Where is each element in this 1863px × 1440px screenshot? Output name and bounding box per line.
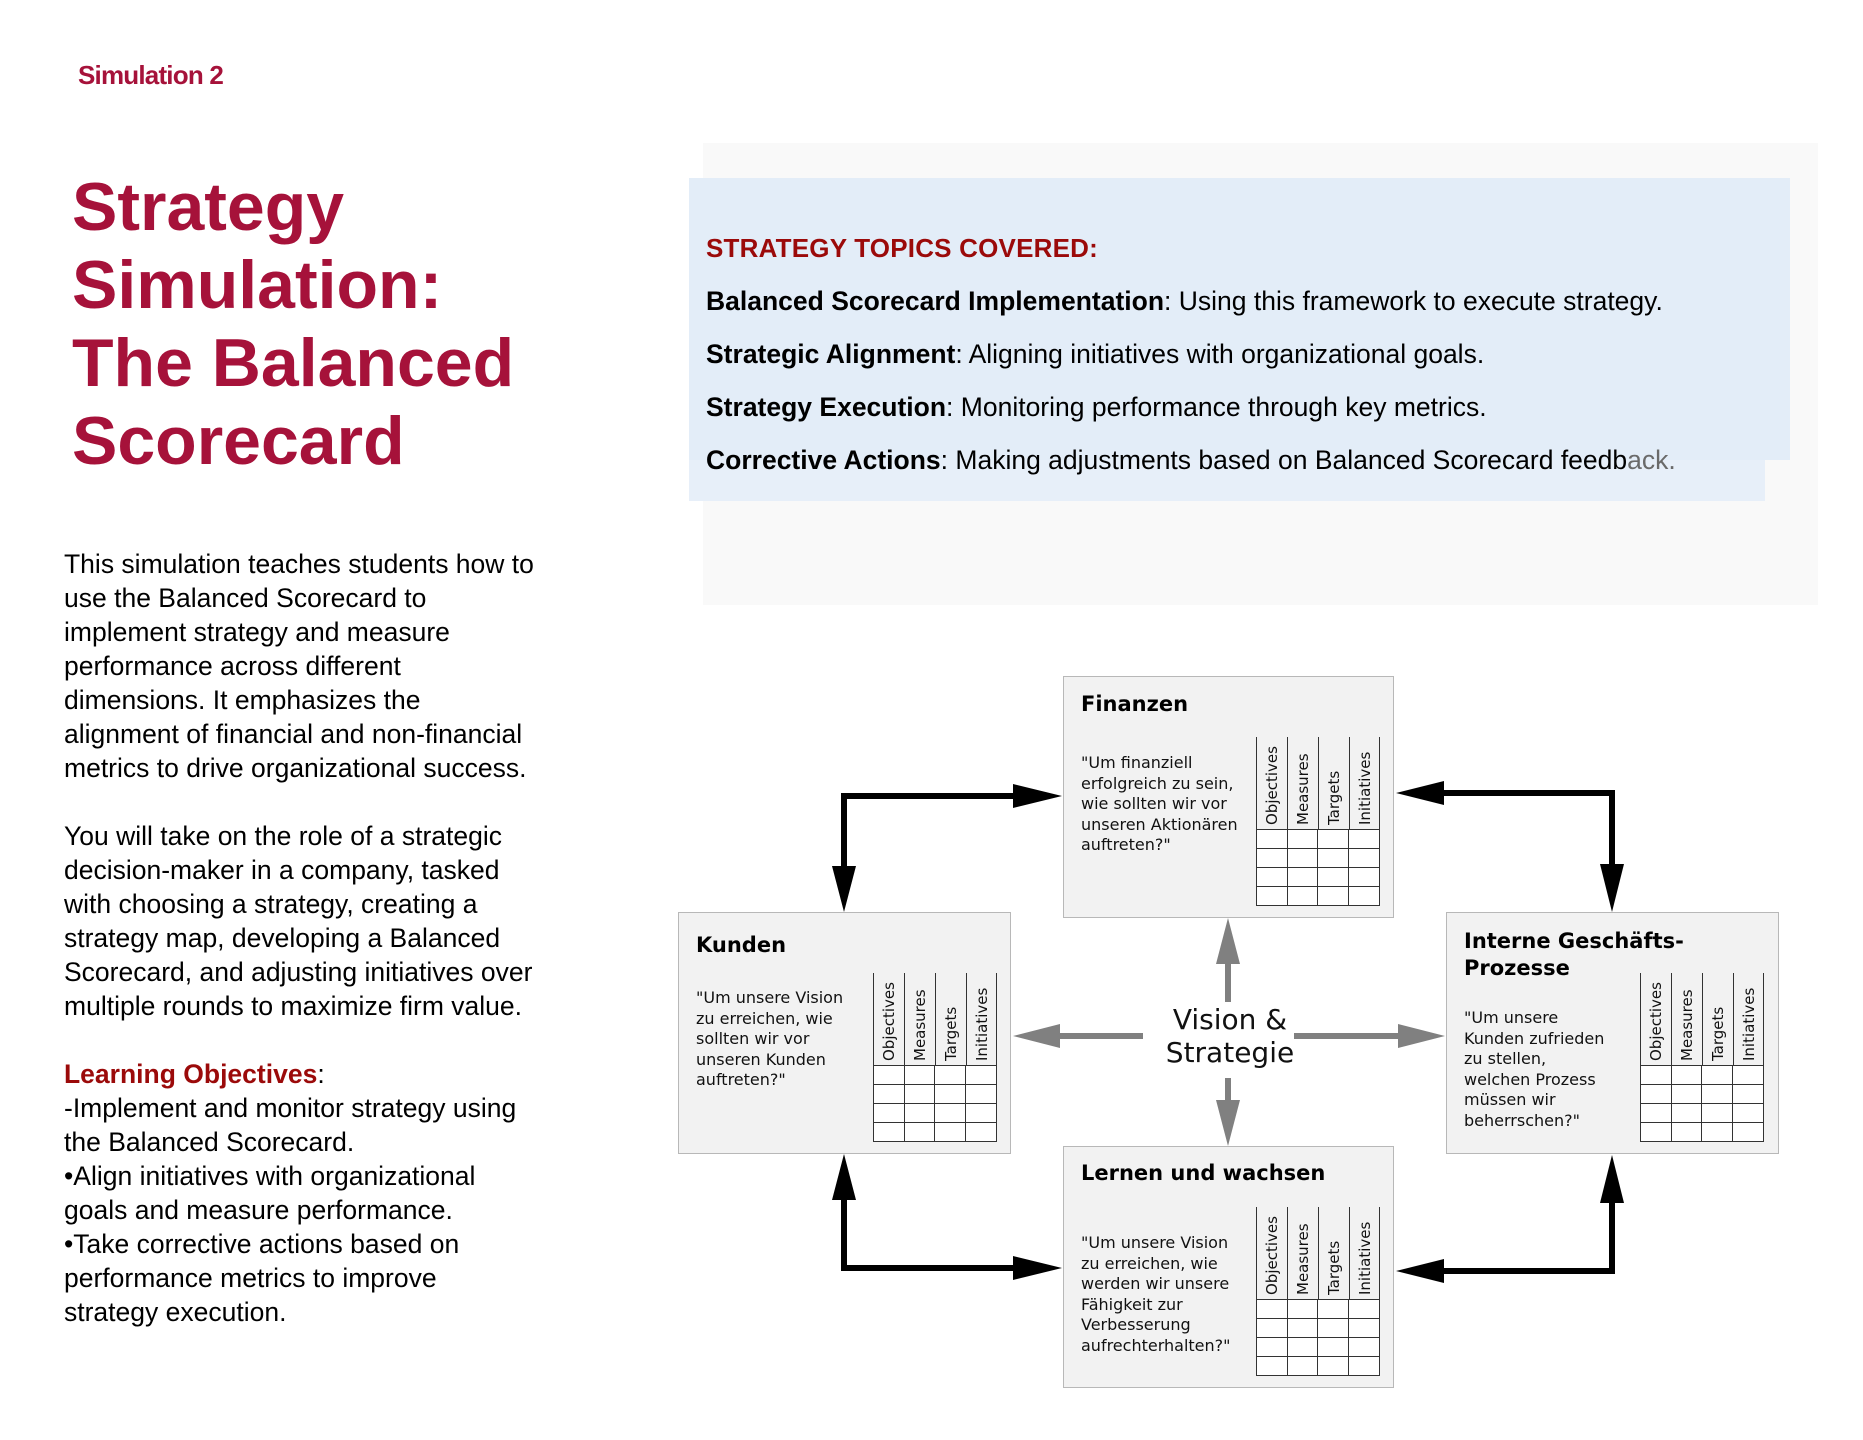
text-line: use the Balanced Scorecard to [64, 583, 427, 613]
scorecard-column-header [1256, 737, 1287, 829]
scorecard-column-header [1318, 1207, 1349, 1299]
arrowhead-down-icon [832, 866, 856, 912]
scorecard-cell [1672, 1085, 1703, 1103]
scorecard-cell [1672, 1066, 1703, 1084]
scorecard-row [874, 1104, 996, 1123]
scorecard-column-header [1733, 973, 1764, 1065]
scorecard-cell [935, 1066, 966, 1084]
text-line: strategy map, developing a Balanced [64, 923, 501, 953]
scorecard-body [1256, 1299, 1380, 1376]
scorecard-row [1641, 1085, 1763, 1104]
quote-line: wie sollten wir vor [1081, 794, 1227, 813]
arrow-up-icon [1216, 918, 1240, 964]
scorecard-cell [966, 1123, 996, 1141]
quote-line: "Um finanziell [1081, 753, 1193, 772]
scorecard-cell [1257, 868, 1288, 886]
quote-line: "Um unsere Vision [696, 988, 844, 1007]
topic-item [706, 392, 1806, 422]
column-label: Objectives [1263, 746, 1281, 825]
column-label: Measures [1678, 989, 1696, 1061]
scorecard-cell [1349, 1338, 1379, 1356]
scorecard-column-header [935, 973, 966, 1065]
scorecard-table [1256, 1207, 1380, 1376]
text-line: performance across different [64, 651, 401, 681]
scorecard-cell [1702, 1066, 1733, 1084]
perspective-question [696, 988, 843, 1091]
scorecard-cell [1733, 1085, 1763, 1103]
perspective-title [1081, 691, 1188, 718]
column-label: Initiatives [1355, 1221, 1374, 1295]
scorecard-row [1257, 1338, 1379, 1357]
vision-strategy-label [1140, 1003, 1320, 1069]
scorecard-cell [966, 1104, 996, 1122]
scorecard-cell [1288, 1300, 1319, 1318]
role-paragraph [64, 819, 584, 1023]
title-line: Lernen und wachsen [1081, 1161, 1326, 1185]
scorecard-cell [1288, 830, 1319, 848]
text-line: This simulation teaches students how to [64, 549, 534, 579]
scorecard-cell [1318, 1357, 1349, 1375]
scorecard-row [1257, 887, 1379, 906]
perspective-question [1081, 1233, 1231, 1356]
text-line: You will take on the role of a strategic [64, 821, 503, 851]
topic-description: : Using this framework to execute strategy. [1164, 286, 1663, 316]
arrow-down-icon [1216, 1100, 1240, 1146]
perspective-title [696, 932, 786, 959]
scorecard-header [1256, 1207, 1380, 1299]
title-line: Strategy [72, 169, 345, 245]
arrowhead-left-icon [1396, 781, 1444, 805]
objective-line: •Align initiatives with organizational [64, 1161, 476, 1191]
quote-line: "Um unsere Vision [1081, 1233, 1229, 1252]
scorecard-column-header [873, 973, 904, 1065]
quote-line: sollten wir vor [696, 1029, 810, 1048]
scorecard-cell [1641, 1066, 1672, 1084]
perspective-question [1081, 753, 1238, 856]
quote-line: zu erreichen, wie [696, 1008, 833, 1028]
column-label: Measures [1294, 1223, 1312, 1295]
scorecard-cell [874, 1066, 905, 1084]
column-label: Targets [1325, 770, 1343, 825]
quote-line: beherrschen?" [1464, 1110, 1580, 1130]
scorecard-cell [1257, 830, 1288, 848]
objectives-heading-colon: : [317, 1059, 325, 1089]
topic-term: Strategy Execution [706, 392, 947, 422]
scorecard-cell [1349, 1300, 1379, 1318]
column-label: Initiatives [1355, 751, 1374, 825]
text-line: dimensions. It emphasizes the [64, 685, 421, 715]
title-line: The Balanced [72, 325, 515, 401]
quote-line: Fähigkeit zur [1081, 1294, 1183, 1314]
text-line: multiple rounds to maximize firm value. [64, 991, 523, 1021]
scorecard-row [1257, 849, 1379, 868]
scorecard-cell [1733, 1104, 1763, 1122]
vision-label-line: Vision & [1172, 1003, 1288, 1036]
topic-item [706, 286, 1806, 316]
arrowhead-up-icon [832, 1154, 856, 1200]
scorecard-header [1256, 737, 1380, 829]
scorecard-header [873, 973, 997, 1065]
scorecard-cell [1349, 849, 1379, 867]
scorecard-row [874, 1066, 996, 1085]
quote-line: zu erreichen, wie [1081, 1253, 1218, 1273]
scorecard-cell [1672, 1123, 1703, 1141]
scorecard-cell [1349, 1319, 1379, 1337]
scorecard-column-header [1349, 1207, 1380, 1299]
scorecard-cell [935, 1104, 966, 1122]
scorecard-cell [1288, 887, 1319, 905]
arrow-right-icon [1398, 1024, 1445, 1048]
scorecard-cell [935, 1085, 966, 1103]
scorecard-cell [1318, 830, 1349, 848]
column-label: Targets [942, 1006, 960, 1061]
scorecard-column-header [904, 973, 935, 1065]
scorecard-row [1257, 868, 1379, 887]
objective-line: goals and measure performance. [64, 1195, 453, 1225]
column-label: Measures [911, 989, 929, 1061]
objective-line: performance metrics to improve [64, 1263, 437, 1293]
quote-line: welchen Prozess [1464, 1069, 1596, 1089]
scorecard-row [1641, 1066, 1763, 1085]
quote-line: aufrechterhalten?" [1081, 1335, 1231, 1355]
scorecard-cell [1288, 1338, 1319, 1356]
scorecard-cell [1641, 1085, 1672, 1103]
text-line: alignment of financial and non-financial [64, 719, 523, 749]
scorecard-cell [1349, 830, 1379, 848]
text-line: with choosing a strategy, creating a [64, 889, 478, 919]
scorecard-cell [1672, 1104, 1703, 1122]
scorecard-row [1257, 830, 1379, 849]
perspective-question [1464, 1008, 1604, 1131]
quote-line: unseren Aktionären [1081, 814, 1238, 834]
scorecard-cell [905, 1085, 936, 1103]
objective-line: the Balanced Scorecard. [64, 1127, 355, 1157]
column-label: Measures [1294, 753, 1312, 825]
scorecard-cell [874, 1104, 905, 1122]
scorecard-cell [1257, 849, 1288, 867]
scorecard-cell [1318, 1319, 1349, 1337]
column-label: Initiatives [1739, 987, 1758, 1061]
connector-finanzen-intern [1418, 793, 1612, 890]
scorecard-cell [1257, 1357, 1288, 1375]
perspective-lernen-wachsen [1063, 1146, 1394, 1388]
topic-description: : Monitoring performance through key metrics. [946, 392, 1487, 422]
intro-paragraph [64, 547, 584, 785]
text-line: decision-maker in a company, tasked [64, 855, 500, 885]
quote-line: auftreten?" [696, 1070, 786, 1089]
quote-line: werden wir unsere [1081, 1274, 1230, 1293]
scorecard-cell [1318, 849, 1349, 867]
objectives-heading: Learning Objectives [64, 1059, 318, 1089]
scorecard-cell [905, 1123, 936, 1141]
scorecard-row [1257, 1357, 1379, 1376]
scorecard-cell [1641, 1123, 1672, 1141]
scorecard-cell [1288, 1357, 1319, 1375]
connector-lernen-intern [1418, 1176, 1612, 1271]
arrowhead-right-icon [1013, 784, 1062, 808]
scorecard-row [874, 1085, 996, 1104]
scorecard-cell [1257, 1319, 1288, 1337]
topic-item [706, 339, 1806, 369]
column-label: Targets [1325, 1240, 1343, 1295]
scorecard-cell [874, 1085, 905, 1103]
scorecard-cell [874, 1123, 905, 1141]
scorecard-cell [1733, 1123, 1763, 1141]
topic-description: : Aligning initiatives with organizational goals. [955, 339, 1485, 369]
scorecard-column-header [1318, 737, 1349, 829]
quote-line: "Um unsere [1464, 1008, 1559, 1027]
column-label: Targets [1709, 1006, 1727, 1061]
scorecard-cell [1702, 1085, 1733, 1103]
scorecard-cell [1257, 1338, 1288, 1356]
scorecard-column-header [1702, 973, 1733, 1065]
arrowhead-up-icon [1600, 1155, 1624, 1203]
column-label: Objectives [880, 982, 898, 1061]
quote-line: müssen wir [1464, 1090, 1556, 1109]
scorecard-column-header [966, 973, 997, 1065]
topics-panel [706, 233, 1806, 475]
scorecard-table [1640, 973, 1764, 1142]
scorecard-cell [1349, 887, 1379, 905]
scorecard-header [1640, 973, 1764, 1065]
perspective-finanzen [1063, 676, 1394, 918]
scorecard-row [1641, 1104, 1763, 1123]
arrow-left-icon [1013, 1024, 1060, 1048]
scorecard-cell [1288, 1319, 1319, 1337]
text-line: metrics to drive organizational success. [64, 753, 527, 783]
scorecard-cell [935, 1123, 966, 1141]
scorecard-row [1257, 1300, 1379, 1319]
connector-kunden-finanzen [844, 796, 1040, 890]
title-line: Interne Geschäfts- [1464, 929, 1684, 953]
scorecard-cell [966, 1066, 996, 1084]
scorecard-cell [1318, 1338, 1349, 1356]
simulation-label: Simulation 2 [78, 60, 223, 90]
quote-line: Kunden zufrieden [1464, 1028, 1605, 1048]
page-title [72, 168, 592, 480]
topic-item [706, 445, 1806, 475]
quote-line: auftreten?" [1081, 835, 1171, 854]
arrowhead-right-icon [1013, 1256, 1062, 1280]
column-label: Objectives [1263, 1216, 1281, 1295]
quote-line: erfolgreich zu sein, [1081, 773, 1234, 793]
scorecard-row [1257, 1319, 1379, 1338]
arrowhead-left-icon [1396, 1259, 1444, 1283]
title-line: Finanzen [1081, 692, 1189, 716]
text-line: Scorecard, and adjusting initiatives over [64, 957, 533, 987]
learning-objectives [64, 1057, 584, 1329]
scorecard-column-header [1349, 737, 1380, 829]
quote-line: unseren Kunden [696, 1049, 826, 1069]
scorecard-cell [1702, 1123, 1733, 1141]
objectives-heading-line [64, 1057, 584, 1091]
perspective-interne-prozesse [1446, 912, 1779, 1154]
scorecard-cell [1257, 887, 1288, 905]
scorecard-row [1641, 1123, 1763, 1142]
title-line: Simulation: [72, 247, 443, 323]
objective-line: -Implement and monitor strategy using [64, 1093, 517, 1123]
scorecard-table [873, 973, 997, 1142]
scorecard-column-header [1256, 1207, 1287, 1299]
title-line: Prozesse [1464, 956, 1570, 980]
connector-kunden-lernen [844, 1176, 1040, 1268]
scorecard-column-header [1287, 1207, 1318, 1299]
topic-term: Strategic Alignment [706, 339, 956, 369]
arrowhead-down-icon [1600, 864, 1624, 912]
scorecard-cell [1288, 849, 1319, 867]
scorecard-cell [1257, 1300, 1288, 1318]
scorecard-cell [1288, 868, 1319, 886]
topic-term: Balanced Scorecard Implementation [706, 286, 1165, 316]
scorecard-cell [1318, 887, 1349, 905]
scorecard-column-header [1640, 973, 1671, 1065]
objective-line: •Take corrective actions based on [64, 1229, 460, 1259]
scorecard-body [1640, 1065, 1764, 1142]
objective-line: strategy execution. [64, 1297, 287, 1327]
quote-line: zu stellen, [1464, 1049, 1547, 1068]
topic-description: : Making adjustments based on Balanced Scorecard feedb [940, 445, 1628, 475]
scorecard-cell [1349, 1357, 1379, 1375]
scorecard-cell [905, 1104, 936, 1122]
scorecard-body [873, 1065, 997, 1142]
topic-description-faded: ack. [1627, 445, 1676, 475]
perspective-kunden [678, 912, 1011, 1154]
column-label: Initiatives [972, 987, 991, 1061]
title-line: Scorecard [72, 403, 405, 479]
perspective-title [1081, 1160, 1325, 1187]
text-line: implement strategy and measure [64, 617, 450, 647]
column-label: Objectives [1647, 982, 1665, 1061]
scorecard-cell [1702, 1104, 1733, 1122]
scorecard-body [1256, 829, 1380, 906]
topics-heading: STRATEGY TOPICS COVERED: [706, 233, 1098, 263]
scorecard-column-header [1287, 737, 1318, 829]
quote-line: Verbesserung [1081, 1315, 1191, 1334]
scorecard-cell [966, 1085, 996, 1103]
vision-label-line: Strategie [1165, 1036, 1295, 1069]
topic-term: Corrective Actions [706, 445, 941, 475]
scorecard-table [1256, 737, 1380, 906]
scorecard-cell [1318, 1300, 1349, 1318]
scorecard-cell [1733, 1066, 1763, 1084]
scorecard-column-header [1671, 973, 1702, 1065]
scorecard-cell [1641, 1104, 1672, 1122]
scorecard-cell [1349, 868, 1379, 886]
scorecard-row [874, 1123, 996, 1142]
title-line: Kunden [696, 933, 787, 957]
scorecard-cell [905, 1066, 936, 1084]
scorecard-cell [1318, 868, 1349, 886]
